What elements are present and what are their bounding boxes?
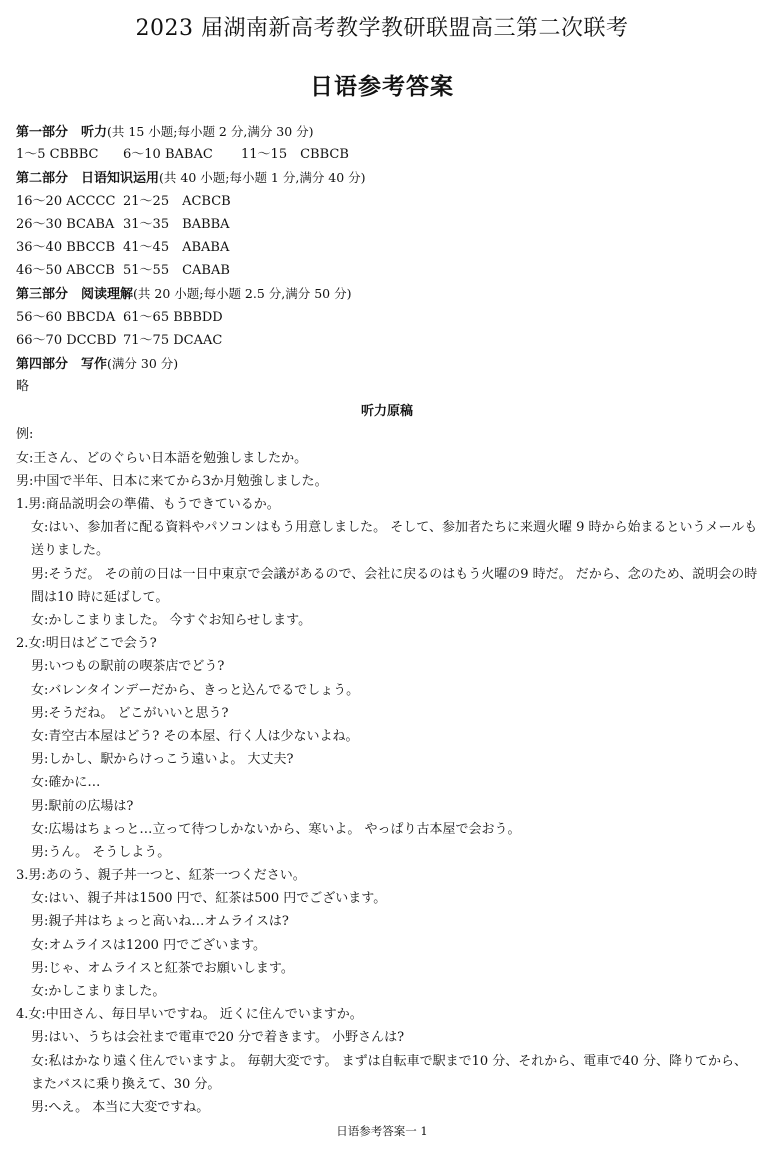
answer-row xyxy=(16,143,758,166)
section-heading: 第四部分 写作 xyxy=(16,356,108,372)
page-footer: 日语参考答案一 1 xyxy=(336,1124,428,1138)
dialogue-line: 女:青空古本屋はどう? その本屋、行く人は少ないよね。 xyxy=(31,728,359,744)
dialogue-line: 女:かしこまりました。 今すぐお知らせします。 xyxy=(31,613,312,628)
dialogue-line: 男:うん。 そうしよう。 xyxy=(31,844,171,860)
dialogue-line: 女:王さん、どのぐらい日本語を勉強しましたか。 xyxy=(16,450,308,466)
answer-group: 51～55 CABAB xyxy=(123,263,230,279)
answer-group: 71～75 DCAAC xyxy=(123,332,223,348)
section-scoring-note: (共 15 小题;每小题 2 分,满分 30 分) xyxy=(107,124,314,139)
section-scoring-note: (共 20 小题;每小题 2.5 分,满分 50 分) xyxy=(133,286,352,302)
section-4-heading xyxy=(16,352,758,375)
section-2-heading xyxy=(16,166,758,189)
answer-group: 6～10 BABAC xyxy=(123,147,213,163)
dialogue-line: 男:しかし、駅からけっこう遠いよ。 大丈夫? xyxy=(31,752,294,768)
dialogue-line: 男:中国で半年、日本に来てから3か月勉強しました。 xyxy=(16,473,328,489)
answer-group: 1～5 CBBBC xyxy=(16,147,99,163)
dialogue-line: 男:じゃ、オムライスと紅茶でお願いします。 xyxy=(31,960,294,976)
section-heading: 第一部分 听力 xyxy=(16,125,108,140)
answer-group: 11～15 CBBCB xyxy=(241,147,349,163)
question-3-first-line: 3.男:あのう、親子丼一つと、紅茶一つください。 xyxy=(16,868,306,884)
section-4-answer: 略 xyxy=(16,379,30,395)
dialogue-line: 男:駅前の広場は? xyxy=(31,798,134,814)
answer-group: 61～65 BBBDD xyxy=(123,309,223,325)
question-2-first-line: 2.女:明日はどこで会う? xyxy=(16,636,157,652)
document-body xyxy=(16,120,758,1119)
dialogue-line: 男:いつもの駅前の喫茶店でどう? xyxy=(31,659,225,675)
answer-group: 31～35 BABBA xyxy=(123,216,230,232)
dialogue-line: 男:親子丼はちょっと高いね…オムライスは? xyxy=(31,914,289,930)
dialogue-line: 女:オムライスは1200 円でございます。 xyxy=(31,937,267,953)
dialogue-line: 女:私はかなり遠く住んでいますよ。 毎朝大変です。 まずは自転車で駅まで10 分、それから、電車で40 分、降りてから、またバスに乗り換えて、30 分。 xyxy=(31,1053,747,1092)
dialogue-line: 男:へえ。 本当に大変ですね。 xyxy=(31,1099,210,1115)
exam-title: 2023 届湖南新高考教学教研联盟高三第二次联考 xyxy=(135,16,629,41)
answer-group: 46～50 ABCCB xyxy=(16,263,115,279)
section-3-heading xyxy=(16,282,758,305)
dialogue-line: 女:はい、参加者に配る資料やパソコンはもう用意しました。 そして、参加者たちに来週火曜 9 時から始まるというメールも送りました。 xyxy=(31,520,758,559)
section-scoring-note: (共 40 小题;每小题 1 分,满分 40 分) xyxy=(159,170,366,186)
question-1-first-line: 1.男:商品説明会の準備、もうできているか。 xyxy=(16,497,280,512)
transcript-heading: 听力原稿 xyxy=(360,404,413,420)
section-scoring-note: (满分 30 分) xyxy=(107,355,179,371)
answer-group: 66～70 DCCBD xyxy=(16,332,117,348)
answer-row xyxy=(16,190,758,213)
answer-group: 41～45 ABABA xyxy=(123,239,230,255)
answer-row xyxy=(16,306,758,329)
dialogue-line: 女:はい、親子丼は1500 円で、紅茶は500 円でございます。 xyxy=(31,891,387,907)
answer-group: 16～20 ACCCC xyxy=(16,193,116,209)
dialogue-line: 男:そうだね。 どこがいいと思う? xyxy=(31,705,229,721)
answer-row xyxy=(16,213,758,236)
example-label: 例: xyxy=(16,427,34,443)
dialogue-line: 女:広場はちょっと…立って待つしかないから、寒いよ。 やっぱり古本屋で会おう。 xyxy=(31,821,521,837)
dialogue-line: 女:確かに… xyxy=(31,775,101,791)
answer-row xyxy=(16,329,758,352)
answer-group: 56～60 BBCDA xyxy=(16,309,116,325)
dialogue-line: 男:はい、うちは会社まで電車で20 分で着きます。 小野さんは? xyxy=(31,1030,405,1046)
section-1-heading xyxy=(16,120,758,143)
answer-group: 36～40 BBCCB xyxy=(16,239,116,255)
answer-group: 26～30 BCABA xyxy=(16,216,115,232)
answer-row xyxy=(16,236,758,259)
dialogue-line: 女:かしこまりました。 xyxy=(31,984,166,999)
answer-row xyxy=(16,259,758,282)
section-heading: 第二部分 日语知识运用 xyxy=(16,171,160,187)
answer-group: 21～25 ACBCB xyxy=(123,193,231,209)
question-4-first-line: 4.女:中田さん、毎日早いですね。 近くに住んでいますか。 xyxy=(16,1007,363,1023)
section-heading: 第三部分 阅读理解 xyxy=(16,287,134,303)
dialogue-line: 女:バレンタインデーだから、きっと込んでるでしょう。 xyxy=(31,682,360,698)
dialogue-line: 男:そうだ。 その前の日は一日中東京で会議があるので、会社に戻るのはもう火曜の9 時だ。 だから、念のため、説明会の時間は10 時に延ばして。 xyxy=(31,566,758,605)
document-title: 日语参考答案 xyxy=(310,73,454,100)
